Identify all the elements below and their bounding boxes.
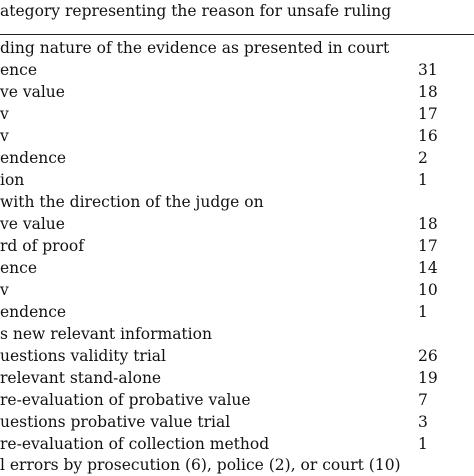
row-label: ding nature of the evidence as presented in court	[0, 39, 390, 57]
row-label: l errors by prosecution (6), police (2), or court (10)	[0, 456, 401, 474]
table-row	[0, 191, 474, 213]
row-label: re-evaluation of collection method	[0, 435, 270, 453]
table-row	[0, 235, 474, 257]
table-row	[0, 59, 474, 81]
row-value: 10	[418, 281, 438, 299]
table-row	[0, 103, 474, 125]
table-row	[0, 125, 474, 147]
table-row	[0, 301, 474, 323]
table-row	[0, 213, 474, 235]
row-value: 18	[418, 83, 438, 101]
row-value: 26	[418, 347, 438, 365]
row-value: 16	[418, 127, 438, 145]
row-value: 1	[418, 435, 428, 453]
row-label: uestions probative value trial	[0, 413, 231, 431]
row-label: v	[0, 105, 9, 123]
row-label: relevant stand-alone	[0, 369, 162, 387]
row-value: 3	[418, 413, 428, 431]
table-row	[0, 411, 474, 433]
row-value: 18	[418, 215, 438, 233]
table-row	[0, 367, 474, 389]
header-title: ategory representing the reason for unsafe ruling	[0, 2, 392, 20]
table-header	[0, 0, 474, 22]
header-divider	[0, 34, 474, 35]
table-row	[0, 37, 474, 59]
row-label: with the direction of the judge on	[0, 193, 264, 211]
row-label: ence	[0, 259, 38, 277]
row-label: re-evaluation of probative value	[0, 391, 251, 409]
row-value: 2	[418, 149, 428, 167]
table-row	[0, 345, 474, 367]
row-value: 14	[418, 259, 438, 277]
row-value: 17	[418, 105, 438, 123]
row-label: uestions validity trial	[0, 347, 166, 365]
table-row	[0, 147, 474, 169]
row-value: 31	[418, 61, 438, 79]
row-label: rd of proof	[0, 237, 84, 255]
row-label: v	[0, 281, 9, 299]
row-value: 17	[418, 237, 438, 255]
row-label: endence	[0, 303, 67, 321]
row-value: 7	[418, 391, 428, 409]
row-label: s new relevant information	[0, 325, 212, 343]
row-value: 19	[418, 369, 438, 387]
row-value: 1	[418, 171, 428, 189]
table-row	[0, 323, 474, 345]
table-row	[0, 433, 474, 455]
table-row	[0, 81, 474, 103]
row-label: endence	[0, 149, 67, 167]
table-row	[0, 279, 474, 301]
table-row	[0, 389, 474, 411]
table-row	[0, 169, 474, 191]
row-label: v	[0, 127, 9, 145]
row-value: 1	[418, 303, 428, 321]
row-label: ence	[0, 61, 38, 79]
row-label: ve value	[0, 215, 65, 233]
row-label: ion	[0, 171, 25, 189]
table-row	[0, 454, 474, 476]
row-label: ve value	[0, 83, 65, 101]
table-row	[0, 257, 474, 279]
